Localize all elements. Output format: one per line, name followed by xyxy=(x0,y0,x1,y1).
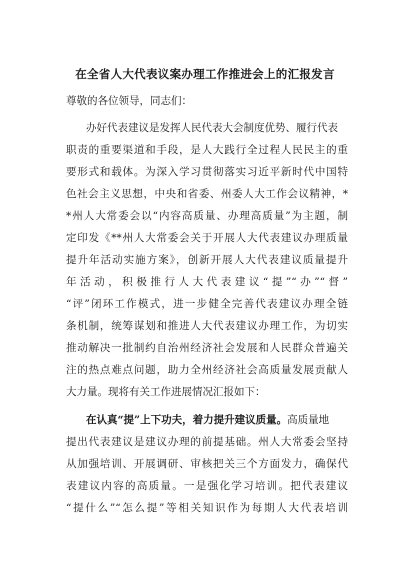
body-line: 注的热点难点问题，助力全州经济社会高质量发展贡献人 xyxy=(66,364,348,376)
section-heading-tail: 高质量地 xyxy=(287,414,330,426)
body-line: “提什么”“怎么提”等相关知识作为每期人大代表培训 xyxy=(66,502,348,514)
body-line: 色社会主义思想，中央和省委、州委人大工作会议精神，* xyxy=(66,188,348,200)
body-line: 提出代表建议是建议办理的前提基础。州人大常委会坚持 xyxy=(66,436,348,448)
body-line: 办好代表建议是发挥人民代表大会制度优势、履行代表 xyxy=(86,122,338,134)
body-line: 条机制，统筹谋划和推进人大代表建议办理工作，为切实 xyxy=(66,320,348,332)
body-line: 要形式和载体。为深入学习贯彻落实习近平新时代中国特 xyxy=(66,166,348,178)
body-line: 大力量。现将有关工作进展情况汇报如下： xyxy=(66,386,266,398)
body-line: 表建议内容的高质量。一是强化学习培训。把代表建议 xyxy=(66,480,348,492)
document-body xyxy=(66,117,348,519)
body-line: 提升年活动实施方案》，创新开展人大代表建议质量提升 xyxy=(66,254,348,266)
section-heading-line xyxy=(66,409,348,431)
body-line: 年活动，积极推行人大代表建议“提”“办”“督” xyxy=(66,276,348,288)
body-line: 从加强培训、开展调研、审核把关三个方面发力，确保代 xyxy=(66,458,348,470)
section-heading: 在认真“提”上下功夫，着力提升建议质量。 xyxy=(86,414,288,426)
body-line: *州人大常委会以“内容高质量、办理高质量”为主题，制 xyxy=(66,210,348,222)
body-line: 推动解决一批制约自治州经济社会发展和人民群众普遍关 xyxy=(66,342,348,354)
body-line: 职责的重要渠道和手段，是人大践行全过程人民民主的重 xyxy=(66,144,348,156)
document-title: 在全省人大代表议案办理工作推进会上的汇报发言 xyxy=(75,67,335,81)
salutation: 尊敬的各位领导，同志们： xyxy=(66,95,192,107)
body-line: “评”闭环工作模式，进一步健全完善代表建议办理全链 xyxy=(66,298,348,310)
body-line: 定印发《**州人大常委会关于开展人大代表建议办理质量 xyxy=(66,232,348,244)
